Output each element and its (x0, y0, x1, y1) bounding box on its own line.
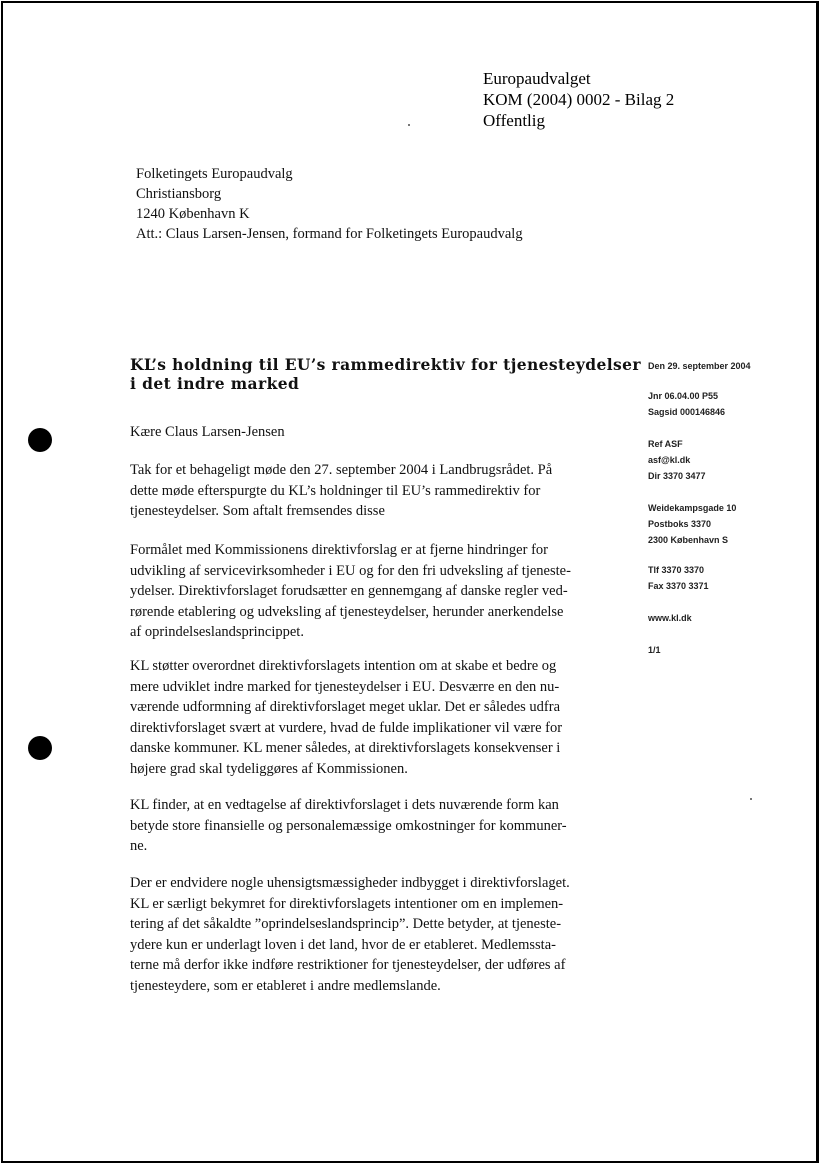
salutation: Kære Claus Larsen-Jensen (130, 424, 285, 440)
recipient-address (136, 164, 523, 244)
text-line: tjenesteydelser. Som aftalt fremsendes disse (130, 503, 385, 519)
text-line: højere grad skal tydeliggøres af Kommissionen. (130, 760, 408, 777)
subject-line: i det indre marked (130, 374, 300, 393)
classification: Offentlig (483, 111, 546, 130)
recipient-line: Folketingets Europaudvalg (136, 166, 293, 182)
document-number: KOM (2004) 0002 - Bilag 2 (483, 90, 675, 109)
body-paragraph (130, 873, 610, 996)
phone-number: Tlf 3370 3370 (648, 565, 705, 575)
text-line: udvikling af servicevirksomheder i EU og for den fri udveksling af tjeneste- (130, 562, 571, 579)
reference: Ref ASF (648, 439, 683, 449)
body-paragraph (130, 795, 610, 857)
recipient-attention: Att.: Claus Larsen-Jensen, formand for Folketingets Europaudvalg (136, 226, 523, 242)
journal-number: Jnr 06.04.00 P55 (648, 391, 719, 401)
text-line: tering af det såkaldte ”oprindelseslandsprincip”. Dette betyder, at tjeneste- (130, 916, 562, 932)
punch-hole (28, 736, 52, 760)
page-count: 1/1 (648, 645, 661, 655)
committee-name: Europaudvalget (483, 69, 591, 88)
body-paragraph (130, 460, 610, 522)
postbox: Postboks 3370 (648, 519, 712, 529)
text-line: betyde store finansielle og personalemæssige omkostninger for kommuner- (130, 817, 567, 834)
letter-subject (130, 355, 641, 393)
subject-line: KL’s holdning til EU’s rammedirektiv for tjenesteydelser (130, 355, 641, 374)
email-address: asf@kl.dk (648, 455, 691, 465)
text-line: dette møde efterspurgte du KL’s holdninger til EU’s rammedirektiv for (130, 482, 541, 499)
text-line: Formålet med Kommissionens direktivforslag er at fjerne hindringer for (130, 542, 548, 558)
text-line: mere udviklet indre marked for tjenesteydelser i EU. Desværre en den nu- (130, 678, 560, 695)
postal-city: 2300 København S (648, 535, 729, 545)
text-line: KL støtter overordnet direktivforslagets intention om at skabe et bedre og (130, 658, 557, 674)
street-address: Weidekampsgade 10 (648, 503, 737, 513)
text-line: Tak for et behageligt møde den 27. september 2004 i Landbrugsrådet. På (130, 462, 553, 478)
text-line: tjenesteydere, som er etableret i andre medlemslande. (130, 977, 441, 994)
text-line: terne må derfor ikke indføre restriktioner for tjenesteydelser, der udføres af (130, 957, 566, 973)
text-line: af oprindelseslandsprincippet. (130, 624, 304, 640)
text-line: danske kommuner. KL mener således, at direktivforslagets konsekvenser i (130, 740, 561, 756)
text-line: KL finder, at en vedtagelse af direktivforslaget i dets nuværende form kan (130, 797, 559, 813)
text-line: Der er endvidere nogle uhensigtsmæssigheder indbygget i direktivforslaget. (130, 875, 570, 891)
body-paragraph (130, 540, 610, 643)
text-line: ydere kun er underlagt loven i det land, hvor de er etableret. Medlemssta- (130, 936, 556, 953)
text-line: ydelser. Direktivforslaget forudsætter en gennemgang af danske regler ved- (130, 583, 568, 599)
recipient-line: 1240 København K (136, 206, 250, 222)
scan-speck (750, 798, 752, 800)
text-line: værende udformning af direktivforslaget meget uklar. Det er således udfra (130, 699, 561, 715)
text-line: ne. (130, 838, 148, 854)
text-line: rørende etablering og udveksling af tjenesteydelser, herunder anerkendelse (130, 603, 564, 620)
scan-speck (408, 124, 410, 126)
recipient-line: Christiansborg (136, 186, 222, 202)
text-line: KL er særligt bekymret for direktivforslagets intentioner om en implemen- (130, 895, 564, 912)
punch-hole (28, 428, 52, 452)
fax-number: Fax 3370 3371 (648, 581, 709, 591)
body-paragraph (130, 656, 610, 779)
website: www.kl.dk (648, 613, 692, 623)
letter-date: Den 29. september 2004 (648, 361, 751, 371)
case-id: Sagsid 000146846 (648, 407, 726, 417)
document-reference (483, 68, 674, 131)
text-line: direktivforslaget svært at vurdere, hvad de fulde implikationer vil være for (130, 719, 563, 736)
direct-phone: Dir 3370 3477 (648, 471, 706, 481)
